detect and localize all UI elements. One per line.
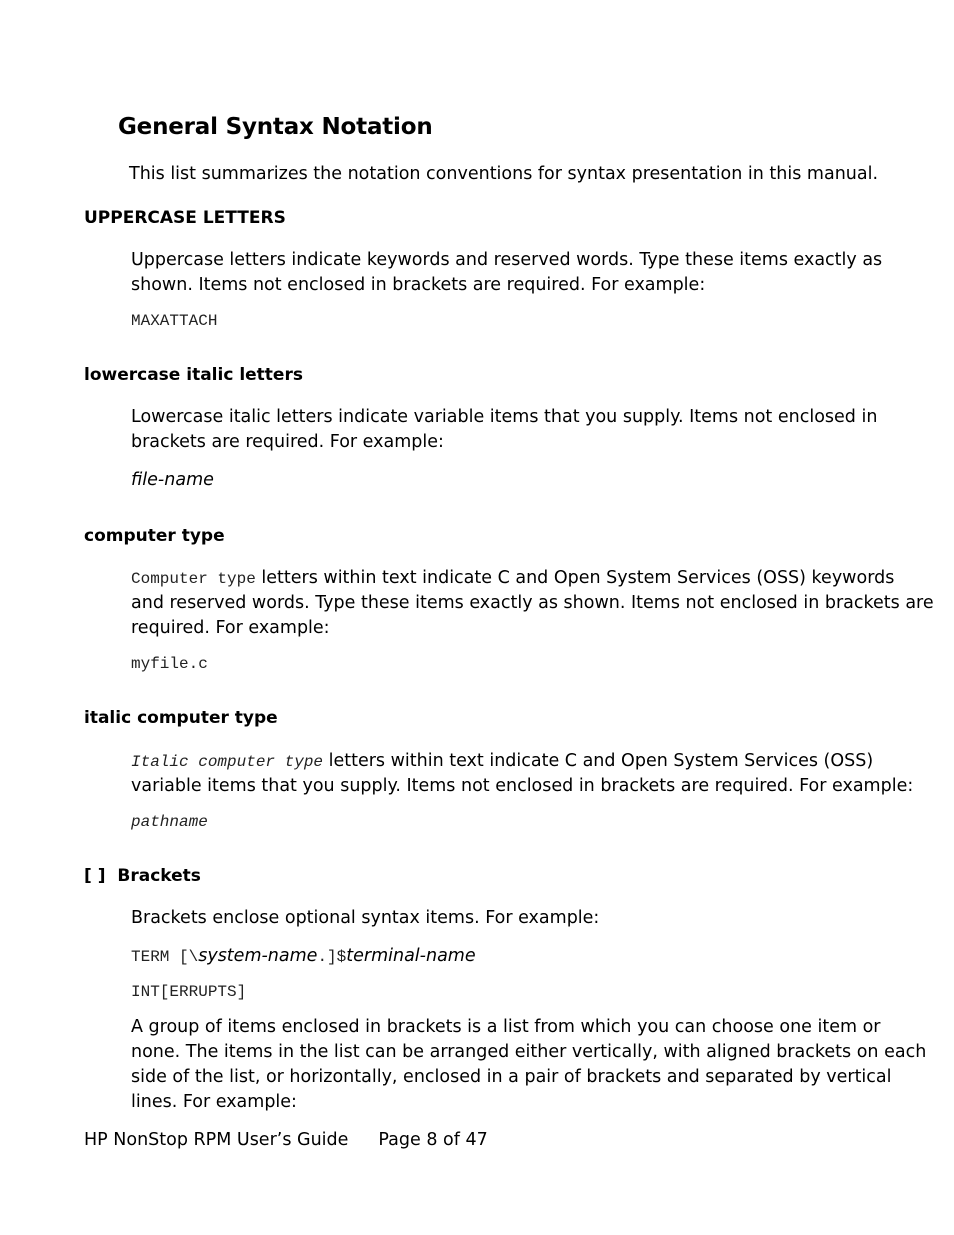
computer-type-example: myfile.c (131, 655, 208, 673)
brackets-example1-part4: terminal-name (346, 946, 476, 966)
section-heading-uppercase: UPPERCASE LETTERS (84, 208, 286, 228)
brackets-example1-part3: .]$ (317, 948, 347, 966)
uppercase-example: MAXATTACH (131, 312, 218, 330)
section-heading-brackets (84, 866, 201, 886)
italic-computer-type-description-line1 (131, 749, 873, 775)
footer-guide-title: HP NonStop RPM User’s Guide (84, 1130, 349, 1150)
brackets-paragraph-line3: side of the list, or horizontally, enclosed in a pair of brackets and separated by vertical (131, 1067, 892, 1087)
computer-type-description-line3: required. For example: (131, 618, 330, 638)
uppercase-description-line2: shown. Items not enclosed in brackets are required. For example: (131, 275, 706, 295)
brackets-example1-part2: system-name (198, 946, 318, 966)
brackets-label: Brackets (117, 866, 201, 886)
computer-type-description-line1 (131, 566, 894, 592)
computer-type-line1-rest: letters within text indicate C and Open System Services (OSS) keywords (255, 568, 895, 588)
section-heading-lowercase-italic: lowercase italic letters (84, 365, 303, 385)
italic-computer-type-description-line2: variable items that you supply. Items not enclosed in brackets are required. For example: (131, 776, 914, 796)
italic-computer-type-example: pathname (131, 813, 208, 831)
italic-computer-type-line1-rest: letters within text indicate C and Open System Services (OSS) (323, 751, 874, 771)
intro-text: This list summarizes the notation conventions for syntax presentation in this manual. (129, 164, 879, 184)
section-heading-italic-computer-type: italic computer type (84, 708, 278, 728)
footer-page-number: Page 8 of 47 (378, 1130, 488, 1150)
lowercase-italic-description-line1: Lowercase italic letters indicate variable items that you supply. Items not enclosed in (131, 407, 878, 427)
brackets-example1 (131, 944, 476, 970)
italic-computer-type-code-term: Italic computer type (131, 753, 324, 771)
lowercase-italic-description-line2: brackets are required. For example: (131, 432, 444, 452)
uppercase-description-line1: Uppercase letters indicate keywords and reserved words. Type these items exactly as (131, 250, 883, 270)
section-heading-computer-type: computer type (84, 526, 225, 546)
brackets-paragraph-line2: none. The items in the list can be arranged either vertically, with aligned brackets on each (131, 1042, 927, 1062)
computer-type-description-line2: and reserved words. Type these items exactly as shown. Items not enclosed in brackets are (131, 593, 934, 613)
brackets-symbol: [ ] (84, 866, 106, 886)
computer-type-code-term: Computer type (131, 570, 256, 588)
brackets-paragraph-line1: A group of items enclosed in brackets is a list from which you can choose one item or (131, 1017, 881, 1037)
brackets-example1-part1: TERM [\ (131, 948, 199, 966)
brackets-example2: INT[ERRUPTS] (131, 983, 247, 1001)
page-footer (84, 1130, 488, 1150)
brackets-description-line1: Brackets enclose optional syntax items. For example: (131, 908, 600, 928)
lowercase-italic-example: file-name (131, 470, 214, 490)
brackets-paragraph-line4: lines. For example: (131, 1092, 297, 1112)
page-title: General Syntax Notation (118, 114, 433, 140)
